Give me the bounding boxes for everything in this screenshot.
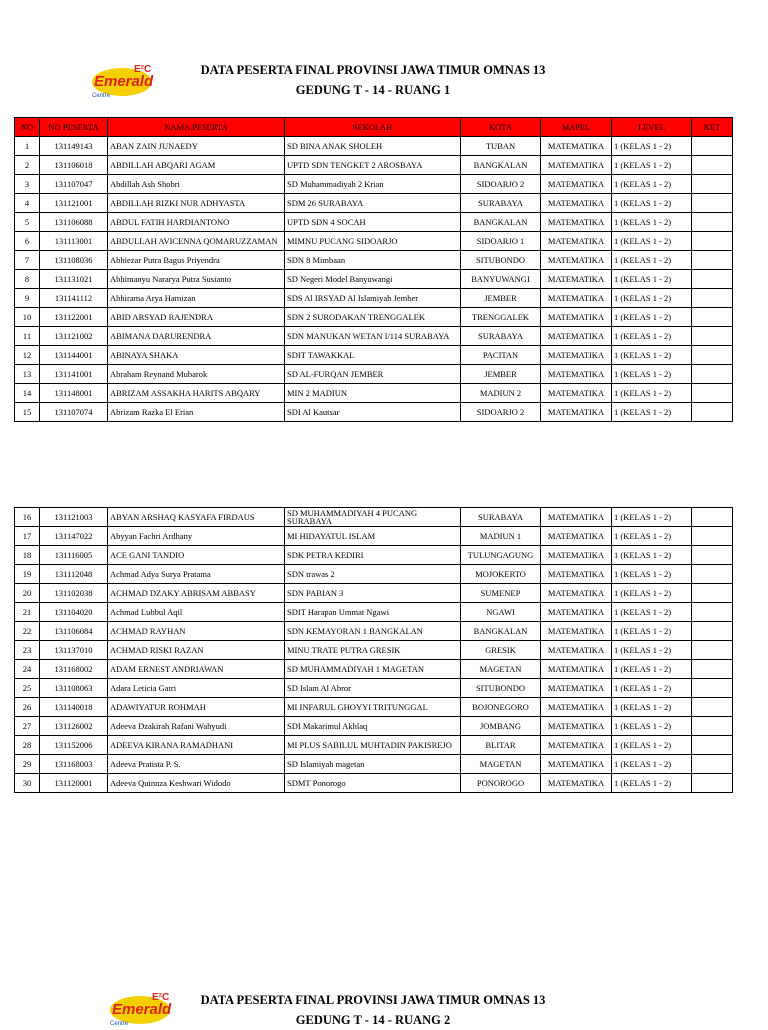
cell-no: 23 bbox=[15, 641, 40, 660]
cell-nama-peserta: Achmad Adya Surya Pratama bbox=[108, 565, 285, 584]
cell-level: 1 (KELAS 1 - 2) bbox=[612, 584, 692, 603]
cell-nama-peserta: Adeeva Pratista P. S. bbox=[108, 755, 285, 774]
cell-nama-peserta: ABDILLAH RIZKI NUR ADHYASTA bbox=[108, 194, 285, 213]
cell-level: 1 (KELAS 1 - 2) bbox=[612, 698, 692, 717]
cell-kota: BANGKALAN bbox=[461, 622, 541, 641]
cell-sekolah: MIMNU PUCANG SIDOARJO bbox=[285, 232, 461, 251]
cell-kota: PACITAN bbox=[461, 346, 541, 365]
cell-ket bbox=[692, 527, 733, 546]
table-row bbox=[15, 527, 733, 546]
table-row bbox=[15, 213, 733, 232]
cell-mapel: MATEMATIKA bbox=[541, 698, 612, 717]
cell-sekolah: SDS Al IRSYAD Al Islamiyah Jember bbox=[285, 289, 461, 308]
cell-ket bbox=[692, 679, 733, 698]
table-row bbox=[15, 327, 733, 346]
cell-nama-peserta: ABDUL FATIH HARDIANTONO bbox=[108, 213, 285, 232]
cell-sekolah: SD BINA ANAK SHOLEH bbox=[285, 137, 461, 156]
cell-ket bbox=[692, 508, 733, 527]
cell-no-peserta: 131108036 bbox=[40, 251, 108, 270]
cell-kota: PONOROGO bbox=[461, 774, 541, 793]
cell-no-peserta: 131131021 bbox=[40, 270, 108, 289]
cell-nama-peserta: Adara Leticia Gatri bbox=[108, 679, 285, 698]
cell-no-peserta: 131102038 bbox=[40, 584, 108, 603]
cell-ket bbox=[692, 213, 733, 232]
cell-ket bbox=[692, 270, 733, 289]
cell-kota: SURABAYA bbox=[461, 508, 541, 527]
cell-kota: BOJONEGORO bbox=[461, 698, 541, 717]
cell-ket bbox=[692, 603, 733, 622]
cell-no: 14 bbox=[15, 384, 40, 403]
table-row bbox=[15, 584, 733, 603]
cell-mapel: MATEMATIKA bbox=[541, 175, 612, 194]
cell-no-peserta: 131147022 bbox=[40, 527, 108, 546]
cell-no-peserta: 131144001 bbox=[40, 346, 108, 365]
cell-mapel: MATEMATIKA bbox=[541, 546, 612, 565]
cell-nama-peserta: Abrizam Razka El Erian bbox=[108, 403, 285, 422]
cell-no: 3 bbox=[15, 175, 40, 194]
cell-ket bbox=[692, 641, 733, 660]
title-line-1: DATA PESERTA FINAL PROVINSI JAWA TIMUR OMNAS 13 bbox=[200, 63, 546, 77]
cell-mapel: MATEMATIKA bbox=[541, 403, 612, 422]
cell-nama-peserta: ADEEVA KIRANA RAMADHANI bbox=[108, 736, 285, 755]
cell-level: 1 (KELAS 1 - 2) bbox=[612, 270, 692, 289]
cell-sekolah: SD AL-FURQAN JEMBER bbox=[285, 365, 461, 384]
cell-level: 1 (KELAS 1 - 2) bbox=[612, 346, 692, 365]
cell-no-peserta: 131121001 bbox=[40, 194, 108, 213]
cell-nama-peserta: Achmad Lubbul Aqil bbox=[108, 603, 285, 622]
cell-no-peserta: 131121003 bbox=[40, 508, 108, 527]
cell-level: 1 (KELAS 1 - 2) bbox=[612, 774, 692, 793]
cell-sekolah: SDIT TAWAKKAL bbox=[285, 346, 461, 365]
cell-ket bbox=[692, 403, 733, 422]
cell-level: 1 (KELAS 1 - 2) bbox=[612, 156, 692, 175]
cell-mapel: MATEMATIKA bbox=[541, 308, 612, 327]
cell-no-peserta: 131122001 bbox=[40, 308, 108, 327]
cell-kota: BANGKALAN bbox=[461, 213, 541, 232]
table-row bbox=[15, 175, 733, 194]
cell-sekolah: UPTD SDN 4 SOCAH bbox=[285, 213, 461, 232]
cell-no-peserta: 131149143 bbox=[40, 137, 108, 156]
cell-no-peserta: 131106084 bbox=[40, 622, 108, 641]
cell-mapel: MATEMATIKA bbox=[541, 565, 612, 584]
cell-ket bbox=[692, 565, 733, 584]
cell-mapel: MATEMATIKA bbox=[541, 660, 612, 679]
cell-nama-peserta: ACE GANI TANDIO bbox=[108, 546, 285, 565]
table-row bbox=[15, 384, 733, 403]
cell-sekolah: SDMT Ponorogo bbox=[285, 774, 461, 793]
cell-ket bbox=[692, 384, 733, 403]
svg-text:Centre: Centre bbox=[110, 1021, 129, 1027]
cell-sekolah: SD Islamiyah magetan bbox=[285, 755, 461, 774]
svg-text:Emerald: Emerald bbox=[94, 73, 154, 90]
cell-sekolah: SDN MANUKAN WETAN I/114 SURABAYA bbox=[285, 327, 461, 346]
cell-ket bbox=[692, 755, 733, 774]
cell-no: 20 bbox=[15, 584, 40, 603]
cell-level: 1 (KELAS 1 - 2) bbox=[612, 641, 692, 660]
cell-kota: SUMENEP bbox=[461, 584, 541, 603]
table-row bbox=[15, 156, 733, 175]
cell-mapel: MATEMATIKA bbox=[541, 289, 612, 308]
cell-nama-peserta: ABDULLAH AVICENNA QOMARUZZAMAN bbox=[108, 232, 285, 251]
cell-ket bbox=[692, 698, 733, 717]
cell-no-peserta: 131152006 bbox=[40, 736, 108, 755]
cell-ket bbox=[692, 774, 733, 793]
table-row bbox=[15, 232, 733, 251]
cell-ket bbox=[692, 717, 733, 736]
cell-sekolah: MI INFARUL GHOYYI TRITUNGGAL bbox=[285, 698, 461, 717]
cell-kota: TULUNGAGUNG bbox=[461, 546, 541, 565]
cell-sekolah: SD Muhammadiyah 2 Krian bbox=[285, 175, 461, 194]
table-row bbox=[15, 508, 733, 527]
cell-kota: TUBAN bbox=[461, 137, 541, 156]
participants-table-2 bbox=[14, 507, 733, 793]
cell-no: 24 bbox=[15, 660, 40, 679]
table-row bbox=[15, 251, 733, 270]
cell-mapel: MATEMATIKA bbox=[541, 774, 612, 793]
cell-no-peserta: 131141112 bbox=[40, 289, 108, 308]
cell-ket bbox=[692, 175, 733, 194]
cell-no-peserta: 131107074 bbox=[40, 403, 108, 422]
cell-ket bbox=[692, 232, 733, 251]
cell-ket bbox=[692, 194, 733, 213]
cell-kota: MADIUN 2 bbox=[461, 384, 541, 403]
cell-level: 1 (KELAS 1 - 2) bbox=[612, 717, 692, 736]
cell-kota: MAGETAN bbox=[461, 755, 541, 774]
table-row bbox=[15, 603, 733, 622]
cell-sekolah: SDI Al Kautsar bbox=[285, 403, 461, 422]
cell-level: 1 (KELAS 1 - 2) bbox=[612, 251, 692, 270]
cell-level: 1 (KELAS 1 - 2) bbox=[612, 289, 692, 308]
cell-no: 7 bbox=[15, 251, 40, 270]
cell-no: 4 bbox=[15, 194, 40, 213]
cell-nama-peserta: ADAWIYATUR ROHMAH bbox=[108, 698, 285, 717]
cell-nama-peserta: ABAN ZAIN JUNAEDY bbox=[108, 137, 285, 156]
table-row bbox=[15, 308, 733, 327]
table-row bbox=[15, 679, 733, 698]
cell-nama-peserta: ABYAN ARSHAQ KASYAFA FIRDAUS bbox=[108, 508, 285, 527]
cell-level: 1 (KELAS 1 - 2) bbox=[612, 232, 692, 251]
cell-kota: JEMBER bbox=[461, 365, 541, 384]
cell-no: 6 bbox=[15, 232, 40, 251]
table-row bbox=[15, 698, 733, 717]
cell-mapel: MATEMATIKA bbox=[541, 641, 612, 660]
cell-kota: NGAWI bbox=[461, 603, 541, 622]
cell-mapel: MATEMATIKA bbox=[541, 755, 612, 774]
title-line-2: GEDUNG T - 14 - RUANG 1 bbox=[295, 83, 451, 97]
cell-sekolah: SDN 2 SURODAKAN TRENGGALEK bbox=[285, 308, 461, 327]
cell-kota: SIDOARJO 2 bbox=[461, 175, 541, 194]
cell-level: 1 (KELAS 1 - 2) bbox=[612, 603, 692, 622]
cell-ket bbox=[692, 660, 733, 679]
cell-ket bbox=[692, 156, 733, 175]
cell-nama-peserta: ABDILLAH ABQARI AGAM bbox=[108, 156, 285, 175]
cell-no: 11 bbox=[15, 327, 40, 346]
cell-no-peserta: 131108063 bbox=[40, 679, 108, 698]
title-line-2: GEDUNG T - 14 - RUANG 2 bbox=[295, 1013, 451, 1027]
cell-kota: TRENGGALEK bbox=[461, 308, 541, 327]
cell-kota: SURABAYA bbox=[461, 194, 541, 213]
cell-no-peserta: 131120001 bbox=[40, 774, 108, 793]
cell-mapel: MATEMATIKA bbox=[541, 232, 612, 251]
cell-nama-peserta: ABRIZAM ASSAKHA HARITS ABQARY bbox=[108, 384, 285, 403]
cell-ket bbox=[692, 137, 733, 156]
table-row bbox=[15, 565, 733, 584]
cell-kota: MAGETAN bbox=[461, 660, 541, 679]
cell-ket bbox=[692, 622, 733, 641]
cell-no: 2 bbox=[15, 156, 40, 175]
cell-nama-peserta: Abhimanyu Nararya Putra Susianto bbox=[108, 270, 285, 289]
cell-level: 1 (KELAS 1 - 2) bbox=[612, 679, 692, 698]
cell-mapel: MATEMATIKA bbox=[541, 346, 612, 365]
table-row bbox=[15, 403, 733, 422]
cell-no: 17 bbox=[15, 527, 40, 546]
cell-mapel: MATEMATIKA bbox=[541, 527, 612, 546]
cell-no: 22 bbox=[15, 622, 40, 641]
cell-level: 1 (KELAS 1 - 2) bbox=[612, 365, 692, 384]
cell-no-peserta: 131141001 bbox=[40, 365, 108, 384]
table-row bbox=[15, 289, 733, 308]
cell-sekolah: SDK PETRA KEDIRI bbox=[285, 546, 461, 565]
cell-no: 13 bbox=[15, 365, 40, 384]
cell-mapel: MATEMATIKA bbox=[541, 327, 612, 346]
cell-no-peserta: 131112048 bbox=[40, 565, 108, 584]
cell-nama-peserta: Adeeva Quinnza Keshwari Widodo bbox=[108, 774, 285, 793]
cell-kota: JOMBANG bbox=[461, 717, 541, 736]
table-row bbox=[15, 641, 733, 660]
cell-ket bbox=[692, 308, 733, 327]
table-header-row bbox=[15, 118, 733, 137]
cell-mapel: MATEMATIKA bbox=[541, 679, 612, 698]
cell-no-peserta: 131137010 bbox=[40, 641, 108, 660]
cell-no: 10 bbox=[15, 308, 40, 327]
cell-kota: SITUBONDO bbox=[461, 251, 541, 270]
cell-sekolah: SDN PABIAN 3 bbox=[285, 584, 461, 603]
cell-mapel: MATEMATIKA bbox=[541, 251, 612, 270]
cell-kota: MADIUN 1 bbox=[461, 527, 541, 546]
cell-nama-peserta: Abyyan Fachri Ardhany bbox=[108, 527, 285, 546]
cell-mapel: MATEMATIKA bbox=[541, 156, 612, 175]
cell-mapel: MATEMATIKA bbox=[541, 384, 612, 403]
cell-no: 16 bbox=[15, 508, 40, 527]
cell-sekolah: MI HIDAYATUL ISLAM bbox=[285, 527, 461, 546]
table-row bbox=[15, 270, 733, 289]
cell-ket bbox=[692, 546, 733, 565]
cell-no: 9 bbox=[15, 289, 40, 308]
cell-ket bbox=[692, 584, 733, 603]
table-row bbox=[15, 660, 733, 679]
cell-mapel: MATEMATIKA bbox=[541, 137, 612, 156]
cell-kota: GRESIK bbox=[461, 641, 541, 660]
col-header-no: NO bbox=[15, 118, 40, 137]
cell-nama-peserta: ADAM ERNEST ANDRIAWAN bbox=[108, 660, 285, 679]
cell-level: 1 (KELAS 1 - 2) bbox=[612, 137, 692, 156]
cell-sekolah: SDN KEMAYORAN 1 BANGKALAN bbox=[285, 622, 461, 641]
table-row bbox=[15, 137, 733, 156]
cell-sekolah: SD Islam Al Abror bbox=[285, 679, 461, 698]
cell-sekolah: SDI Makarimul Akhlaq bbox=[285, 717, 461, 736]
cell-sekolah: SD MUHAMMADIYAH 1 MAGETAN bbox=[285, 660, 461, 679]
cell-kota: SIDOARJO 1 bbox=[461, 232, 541, 251]
cell-kota: SURABAYA bbox=[461, 327, 541, 346]
cell-level: 1 (KELAS 1 - 2) bbox=[612, 213, 692, 232]
cell-sekolah: MINU TRATE PUTRA GRESIK bbox=[285, 641, 461, 660]
cell-no: 12 bbox=[15, 346, 40, 365]
cell-no-peserta: 131168003 bbox=[40, 755, 108, 774]
cell-level: 1 (KELAS 1 - 2) bbox=[612, 736, 692, 755]
svg-text:E²C: E²C bbox=[134, 64, 152, 75]
cell-level: 1 (KELAS 1 - 2) bbox=[612, 194, 692, 213]
cell-no: 27 bbox=[15, 717, 40, 736]
cell-no-peserta: 131106088 bbox=[40, 213, 108, 232]
cell-level: 1 (KELAS 1 - 2) bbox=[612, 527, 692, 546]
cell-ket bbox=[692, 346, 733, 365]
cell-kota: BANGKALAN bbox=[461, 156, 541, 175]
cell-no: 29 bbox=[15, 755, 40, 774]
cell-mapel: MATEMATIKA bbox=[541, 365, 612, 384]
cell-nama-peserta: ABIMANA DARURENDRA bbox=[108, 327, 285, 346]
cell-no: 28 bbox=[15, 736, 40, 755]
cell-ket bbox=[692, 251, 733, 270]
cell-level: 1 (KELAS 1 - 2) bbox=[612, 660, 692, 679]
cell-sekolah: SD MUHAMMADIYAH 4 PUCANG SURABAYA bbox=[285, 508, 461, 527]
table-row bbox=[15, 755, 733, 774]
cell-no: 30 bbox=[15, 774, 40, 793]
cell-nama-peserta: ACHMAD RISKI RAZAN bbox=[108, 641, 285, 660]
cell-no-peserta: 131107047 bbox=[40, 175, 108, 194]
cell-sekolah: SDN 8 Mimbaan bbox=[285, 251, 461, 270]
cell-mapel: MATEMATIKA bbox=[541, 736, 612, 755]
cell-level: 1 (KELAS 1 - 2) bbox=[612, 565, 692, 584]
cell-sekolah: SD Negeri Model Banyuwangi bbox=[285, 270, 461, 289]
cell-no: 19 bbox=[15, 565, 40, 584]
cell-nama-peserta: Abdillah Ash Shobri bbox=[108, 175, 285, 194]
cell-nama-peserta: ABINAYA SHAKA bbox=[108, 346, 285, 365]
cell-no-peserta: 131140018 bbox=[40, 698, 108, 717]
cell-nama-peserta: Abraham Reynand Mubarok bbox=[108, 365, 285, 384]
cell-mapel: MATEMATIKA bbox=[541, 508, 612, 527]
cell-level: 1 (KELAS 1 - 2) bbox=[612, 384, 692, 403]
cell-no-peserta: 131168002 bbox=[40, 660, 108, 679]
cell-no: 21 bbox=[15, 603, 40, 622]
cell-level: 1 (KELAS 1 - 2) bbox=[612, 546, 692, 565]
table-row bbox=[15, 622, 733, 641]
col-header-mapel: MAPEL bbox=[541, 118, 612, 137]
cell-ket bbox=[692, 736, 733, 755]
cell-no-peserta: 131113001 bbox=[40, 232, 108, 251]
cell-ket bbox=[692, 327, 733, 346]
cell-no: 15 bbox=[15, 403, 40, 422]
col-header-no-peserta: NO PESERTA bbox=[40, 118, 108, 137]
svg-text:Centre: Centre bbox=[92, 93, 111, 99]
cell-sekolah: SDM 26 SURABAYA bbox=[285, 194, 461, 213]
cell-nama-peserta: Abhirama Arya Hamizan bbox=[108, 289, 285, 308]
cell-mapel: MATEMATIKA bbox=[541, 194, 612, 213]
participants-table-1 bbox=[14, 117, 733, 422]
cell-mapel: MATEMATIKA bbox=[541, 213, 612, 232]
cell-no: 8 bbox=[15, 270, 40, 289]
cell-mapel: MATEMATIKA bbox=[541, 717, 612, 736]
cell-level: 1 (KELAS 1 - 2) bbox=[612, 622, 692, 641]
cell-ket bbox=[692, 365, 733, 384]
cell-kota: JEMBER bbox=[461, 289, 541, 308]
svg-text:E²C: E²C bbox=[152, 992, 170, 1003]
cell-kota: SITUBONDO bbox=[461, 679, 541, 698]
title-line-1: DATA PESERTA FINAL PROVINSI JAWA TIMUR OMNAS 13 bbox=[200, 993, 546, 1007]
cell-kota: MOJOKERTO bbox=[461, 565, 541, 584]
cell-kota: SIDOARJO 2 bbox=[461, 403, 541, 422]
cell-nama-peserta: ACHMAD RAYHAN bbox=[108, 622, 285, 641]
table-row bbox=[15, 736, 733, 755]
col-header-kota: KOTA bbox=[461, 118, 541, 137]
table-row bbox=[15, 346, 733, 365]
cell-level: 1 (KELAS 1 - 2) bbox=[612, 308, 692, 327]
cell-kota: BANYUWANGI bbox=[461, 270, 541, 289]
cell-mapel: MATEMATIKA bbox=[541, 270, 612, 289]
cell-sekolah: SDN trawas 2 bbox=[285, 565, 461, 584]
cell-level: 1 (KELAS 1 - 2) bbox=[612, 327, 692, 346]
svg-text:Emerald: Emerald bbox=[112, 1001, 172, 1018]
cell-no-peserta: 131116005 bbox=[40, 546, 108, 565]
cell-mapel: MATEMATIKA bbox=[541, 622, 612, 641]
cell-nama-peserta: ABID ARSYAD RAJENDRA bbox=[108, 308, 285, 327]
cell-no-peserta: 131121002 bbox=[40, 327, 108, 346]
page-title bbox=[150, 60, 596, 100]
cell-no: 1 bbox=[15, 137, 40, 156]
cell-level: 1 (KELAS 1 - 2) bbox=[612, 403, 692, 422]
cell-mapel: MATEMATIKA bbox=[541, 603, 612, 622]
page-title-2 bbox=[150, 990, 596, 1030]
table-row bbox=[15, 717, 733, 736]
col-header-level: LEVEL bbox=[612, 118, 692, 137]
cell-no: 25 bbox=[15, 679, 40, 698]
table-row bbox=[15, 774, 733, 793]
cell-sekolah: UPTD SDN TENGKET 2 AROSBAYA bbox=[285, 156, 461, 175]
col-header-sekolah: SEKOLAH bbox=[285, 118, 461, 137]
col-header-nama-peserta: NAMA PESERTA bbox=[108, 118, 285, 137]
table-row bbox=[15, 546, 733, 565]
cell-ket bbox=[692, 289, 733, 308]
cell-sekolah: MIN 2 MADIUN bbox=[285, 384, 461, 403]
cell-no-peserta: 131126002 bbox=[40, 717, 108, 736]
cell-nama-peserta: ACHMAD DZAKY ABRISAM ABBASY bbox=[108, 584, 285, 603]
cell-no-peserta: 131148001 bbox=[40, 384, 108, 403]
cell-nama-peserta: Abhiezar Putra Bagus Priyendra bbox=[108, 251, 285, 270]
cell-no: 5 bbox=[15, 213, 40, 232]
cell-sekolah: SDIT Harapan Ummat Ngawi bbox=[285, 603, 461, 622]
cell-level: 1 (KELAS 1 - 2) bbox=[612, 755, 692, 774]
cell-kota: BLITAR bbox=[461, 736, 541, 755]
cell-nama-peserta: Adeeva Dzakirah Rafani Wahyudi bbox=[108, 717, 285, 736]
cell-no: 26 bbox=[15, 698, 40, 717]
table-row bbox=[15, 194, 733, 213]
cell-level: 1 (KELAS 1 - 2) bbox=[612, 508, 692, 527]
cell-level: 1 (KELAS 1 - 2) bbox=[612, 175, 692, 194]
cell-no: 18 bbox=[15, 546, 40, 565]
cell-mapel: MATEMATIKA bbox=[541, 584, 612, 603]
cell-no-peserta: 131104020 bbox=[40, 603, 108, 622]
col-header-ket: KET bbox=[692, 118, 733, 137]
table-row bbox=[15, 365, 733, 384]
cell-sekolah: MI PLUS SABILUL MUHTADIN PAKISREJO bbox=[285, 736, 461, 755]
cell-no-peserta: 131106018 bbox=[40, 156, 108, 175]
